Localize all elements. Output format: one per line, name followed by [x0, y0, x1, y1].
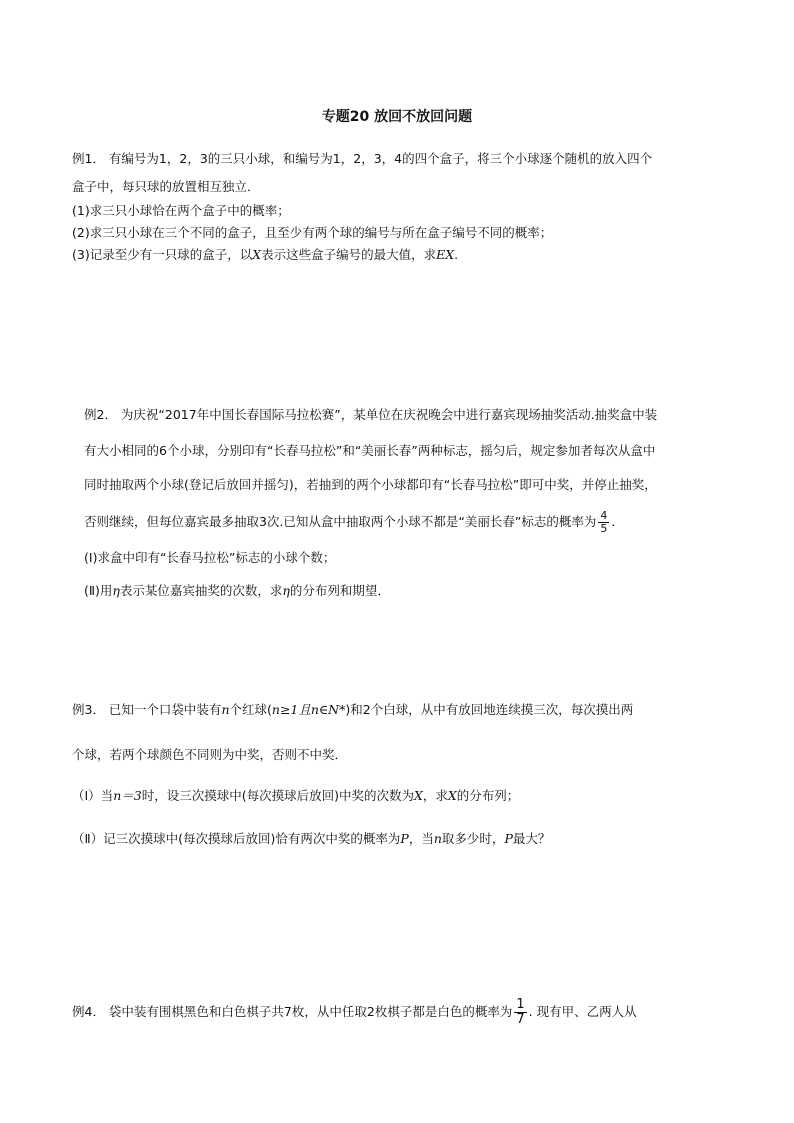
ex3-q1-end: 的分布列；: [456, 788, 520, 803]
ex3-question-1: [72, 787, 754, 805]
ex3-q2-var2: P: [504, 831, 513, 846]
ex3-line1-condition: n≥1且n∈N*: [271, 702, 346, 717]
ex2-q2-var1: η: [112, 583, 120, 598]
ex3-line1-pre: 例3． 已知一个口袋中装有: [72, 702, 222, 717]
ex2-q2-mid: 表示某位嘉宾抽奖的次数，求: [119, 583, 283, 598]
ex3-q1-condition: n＝3: [113, 788, 142, 803]
ex4-line1-end: . 现有甲、乙两人从: [528, 1004, 637, 1019]
ex2-line4: [84, 510, 754, 535]
ex2-question-2: [84, 582, 754, 600]
ex2-q2-var2: η: [282, 583, 290, 598]
ex1-q3-expr: EX: [436, 247, 455, 262]
ex3-q1-mid: 时，设三次摸球中(每次摸球后放回)中奖的次数为: [141, 788, 414, 803]
page-title: 专题20 放回不放回问题: [321, 109, 473, 125]
ex1-q3-mid: 表示这些盒子编号的最大值，求: [261, 247, 437, 262]
ex3-line1-end: )和2个白球，从中有放回地连续摸三次，每次摸出两: [345, 702, 634, 717]
ex2-q2-pre: (Ⅱ)用: [84, 583, 113, 598]
ex3-q1-var: X: [413, 788, 423, 803]
ex3-q2-pre: （Ⅱ）记三次摸球中(每次摸球后放回)恰有两次中奖的概率为: [72, 831, 401, 846]
ex2-line4-text: 否则继续，但每位嘉宾最多抽取3次.已知从盒中抽取两个小球不都是“美丽长春”标志的概率为: [84, 514, 597, 529]
ex3-q2-mid: ，当: [408, 831, 434, 846]
ex1-question-2: (2)求三只小球在三个不同的盒子，且至少有两个球的编号与所在盒子编号不同的概率；: [72, 225, 553, 240]
ex1-q3-end: .: [454, 247, 459, 262]
ex2-question-1: (Ⅰ)求盒中印有“长春马拉松”标志的小球个数；: [84, 550, 336, 565]
ex4-line1: [72, 998, 754, 1027]
ex4-fraction-denominator: 7: [516, 1012, 525, 1027]
ex3-q2-var: P: [400, 831, 409, 846]
ex2-line4-end: .: [611, 514, 616, 529]
ex3-q1-pre: （Ⅰ）当: [72, 788, 114, 803]
ex2-line3: 同时抽取两个小球(登记后放回并摇匀)，若抽到的两个小球都印有“长春马拉松”即可中奖，并停止抽奖，: [84, 477, 657, 492]
ex1-line2: 盒子中，每只球的放置相互独立．: [72, 179, 260, 194]
ex4-fraction: [514, 998, 526, 1027]
ex3-q1-mid2: ，求: [422, 788, 448, 803]
ex2-fraction-numerator: 4: [600, 509, 608, 522]
ex2-q2-end: 的分布列和期望．: [289, 583, 390, 598]
ex2-line1: 例2． 为庆祝“2017年中国长春国际马拉松赛”，某单位在庆祝晚会中进行嘉宾现场抽奖活动.抽奖盒中装: [84, 407, 658, 422]
ex4-fraction-numerator: 1: [516, 997, 525, 1012]
ex3-line1-mid: 个红球(: [229, 702, 272, 717]
ex2-fraction-denominator: 5: [600, 522, 608, 535]
ex1-question-3: [72, 246, 754, 264]
ex3-q1-var2: X: [447, 788, 457, 803]
ex1-q3-pre: (3)记录至少有一只球的盒子，以: [72, 247, 253, 262]
ex3-q2-mid2: 取多少时，: [441, 831, 505, 846]
ex2-fraction: [598, 510, 609, 535]
ex3-line2: 个球，若两个球颜色不同则为中奖，否则不中奖．: [72, 747, 348, 762]
ex1-line1: 例1． 有编号为1，2，3的三只小球，和编号为1，2，3，4的四个盒子，将三个小球逐个随机的放入四个: [72, 151, 653, 166]
ex3-q2-n: n: [433, 831, 442, 846]
ex3-line1: [72, 701, 754, 719]
ex1-question-1: (1)求三只小球恰在两个盒子中的概率；: [72, 203, 290, 218]
ex3-question-2: [72, 830, 754, 848]
ex2-line2: 有大小相同的6个小球，分别印有“长春马拉松”和“美丽长春”两种标志，摇匀后，规定参加者每次从盒中: [84, 443, 656, 458]
ex4-line1-text: 例4． 袋中装有围棋黑色和白色棋子共7枚，从中任取2枚棋子都是白色的概率为: [72, 1004, 513, 1019]
ex3-q2-end: 最大？: [512, 831, 551, 846]
ex3-line1-n: n: [221, 702, 230, 717]
ex1-q3-var: X: [252, 247, 262, 262]
